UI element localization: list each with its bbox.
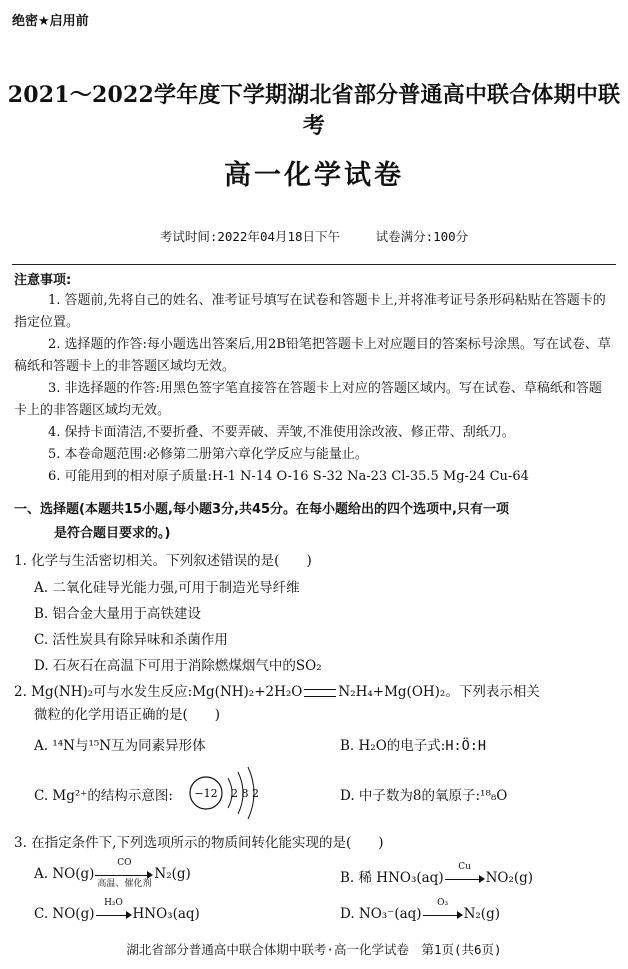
section-heading-line2: 是符合题目要求的。) <box>54 526 171 541</box>
notice-title: 注意事项: <box>14 273 72 288</box>
q1-option-d: D. 石灰石在高温下可用于消除燃煤烟气中的SO₂ <box>34 658 322 674</box>
q2-option-b-text: B. H₂O的电子式: <box>340 738 446 754</box>
confidential-label: 绝密★启用前 <box>12 14 89 29</box>
notice-item: 3. 非选择题的作答:用黑色签字笔直接答在答题卡上对应的答题区域内。写在试卷、草稿纸和答题卡上的非答题区域均无效。 <box>14 381 602 418</box>
paper-subtitle: 高一化学试卷 <box>224 160 404 191</box>
q3-option-b <box>340 861 534 886</box>
q2-stem-line2: 微粒的化学用语正确的是( ) <box>34 707 221 723</box>
q2-option-b <box>340 734 486 754</box>
arrow-reagent: H₂O <box>104 897 123 908</box>
reaction-arrow <box>95 857 153 889</box>
water-electron-formula: H:Ö:H <box>445 738 486 754</box>
q3-b-product: NO₂(g) <box>485 870 534 886</box>
q2-stem-part1: 2. Mg(NH)₂可与水发生反应:Mg(NH)₂+2H₂O <box>14 684 303 700</box>
section-heading <box>14 498 614 546</box>
exam-title: 2021～2022学年度下学期湖北省部分普通高中联合体期中联考 <box>7 82 621 139</box>
q2-stem <box>14 681 540 703</box>
reaction-arrow <box>96 897 132 922</box>
q3-a-product: N₂(g) <box>154 866 191 882</box>
q3-d-product: N₂(g) <box>463 906 500 922</box>
q2-option-c <box>34 784 173 804</box>
q3-d-reactant: D. NO₃⁻(aq) <box>340 906 422 922</box>
arrow-reagent: O₃ <box>437 897 449 908</box>
mg-ion-structure-diagram <box>188 766 268 820</box>
notice-item: 1. 答题前,先将自己的姓名、准考证号填写在试卷和答题卡上,并将准考证号条形码粘贴在答题卡的指定位置。 <box>14 293 606 330</box>
arrow-condition: 高温、催化剂 <box>97 878 152 889</box>
notice-list <box>14 290 614 488</box>
equilibrium-sign <box>304 689 336 697</box>
full-score: 试卷满分:100分 <box>375 229 469 244</box>
exam-time: 考试时间:2022年04月18日下午 <box>159 229 341 244</box>
q1-option-b: B. 铝合金大量用于高铁建设 <box>34 606 202 622</box>
reaction-arrow <box>445 861 485 886</box>
q1-stem: 1. 化学与生活密切相关。下列叙述错误的是( ) <box>14 553 312 569</box>
q3-c-reactant: C. NO(g) <box>34 906 95 922</box>
notice-item: 4. 保持卡面清洁,不要折叠、不要弄破、弄皱,不准使用涂改液、修正带、刮纸刀。 <box>48 425 515 440</box>
notice-item: 2. 选择题的作答:每小题选出答案后,用2B铅笔把答题卡上对应题目的答案标号涂黑。写在试卷、草稿纸和答题卡上的非答题区域均无效。 <box>14 337 611 374</box>
notice-item: 6. 可能用到的相对原子质量:H-1 N-14 O-16 S-32 Na-23 Cl-35.5 Mg-24 Cu-64 <box>48 469 529 484</box>
exam-info <box>0 227 628 245</box>
q3-option-a <box>34 857 191 889</box>
arrow-reagent: Cu <box>458 861 471 872</box>
section-heading-line1: 一、选择题(本题共15小题,每小题3分,共45分。在每小题给出的四个选项中,只有一项 <box>14 502 509 517</box>
q1-option-a: A. 二氧化硅导光能力强,可用于制造光导纤维 <box>34 580 300 596</box>
q2-option-d: D. 中子数为8的氧原子:¹⁸₈O <box>340 788 508 804</box>
q3-a-reactant: A. NO(g) <box>34 866 95 882</box>
q3-option-d <box>340 897 500 922</box>
q2-option-a: A. ¹⁴N与¹⁵N互为同素异形体 <box>34 738 206 754</box>
q1-option-c: C. 活性炭具有除异味和杀菌作用 <box>34 632 228 648</box>
q3-b-reactant: B. 稀 HNO₃(aq) <box>340 870 444 886</box>
q3-option-c <box>34 897 200 922</box>
nucleus-charge: −12 <box>194 787 218 800</box>
arrow-reagent: CO <box>117 857 132 868</box>
notice-item: 5. 本卷命题范围:必修第二册第六章化学反应与能量止。 <box>48 447 368 462</box>
q2-option-c-text: C. Mg²⁺的结构示意图: <box>34 788 173 804</box>
page-footer: 湖北省部分普通高中联合体期中联考·高一化学试卷 第1页(共6页) <box>126 942 502 957</box>
q2-stem-part2: N₂H₄+Mg(OH)₂。下列表示相关 <box>338 684 540 700</box>
reaction-arrow <box>423 897 463 922</box>
shell-electrons: 2 8 2 <box>231 787 259 800</box>
header-divider <box>12 264 616 265</box>
q3-stem: 3. 在指定条件下,下列选项所示的物质间转化能实现的是( ) <box>14 835 384 851</box>
q3-c-product: HNO₃(aq) <box>132 906 200 922</box>
